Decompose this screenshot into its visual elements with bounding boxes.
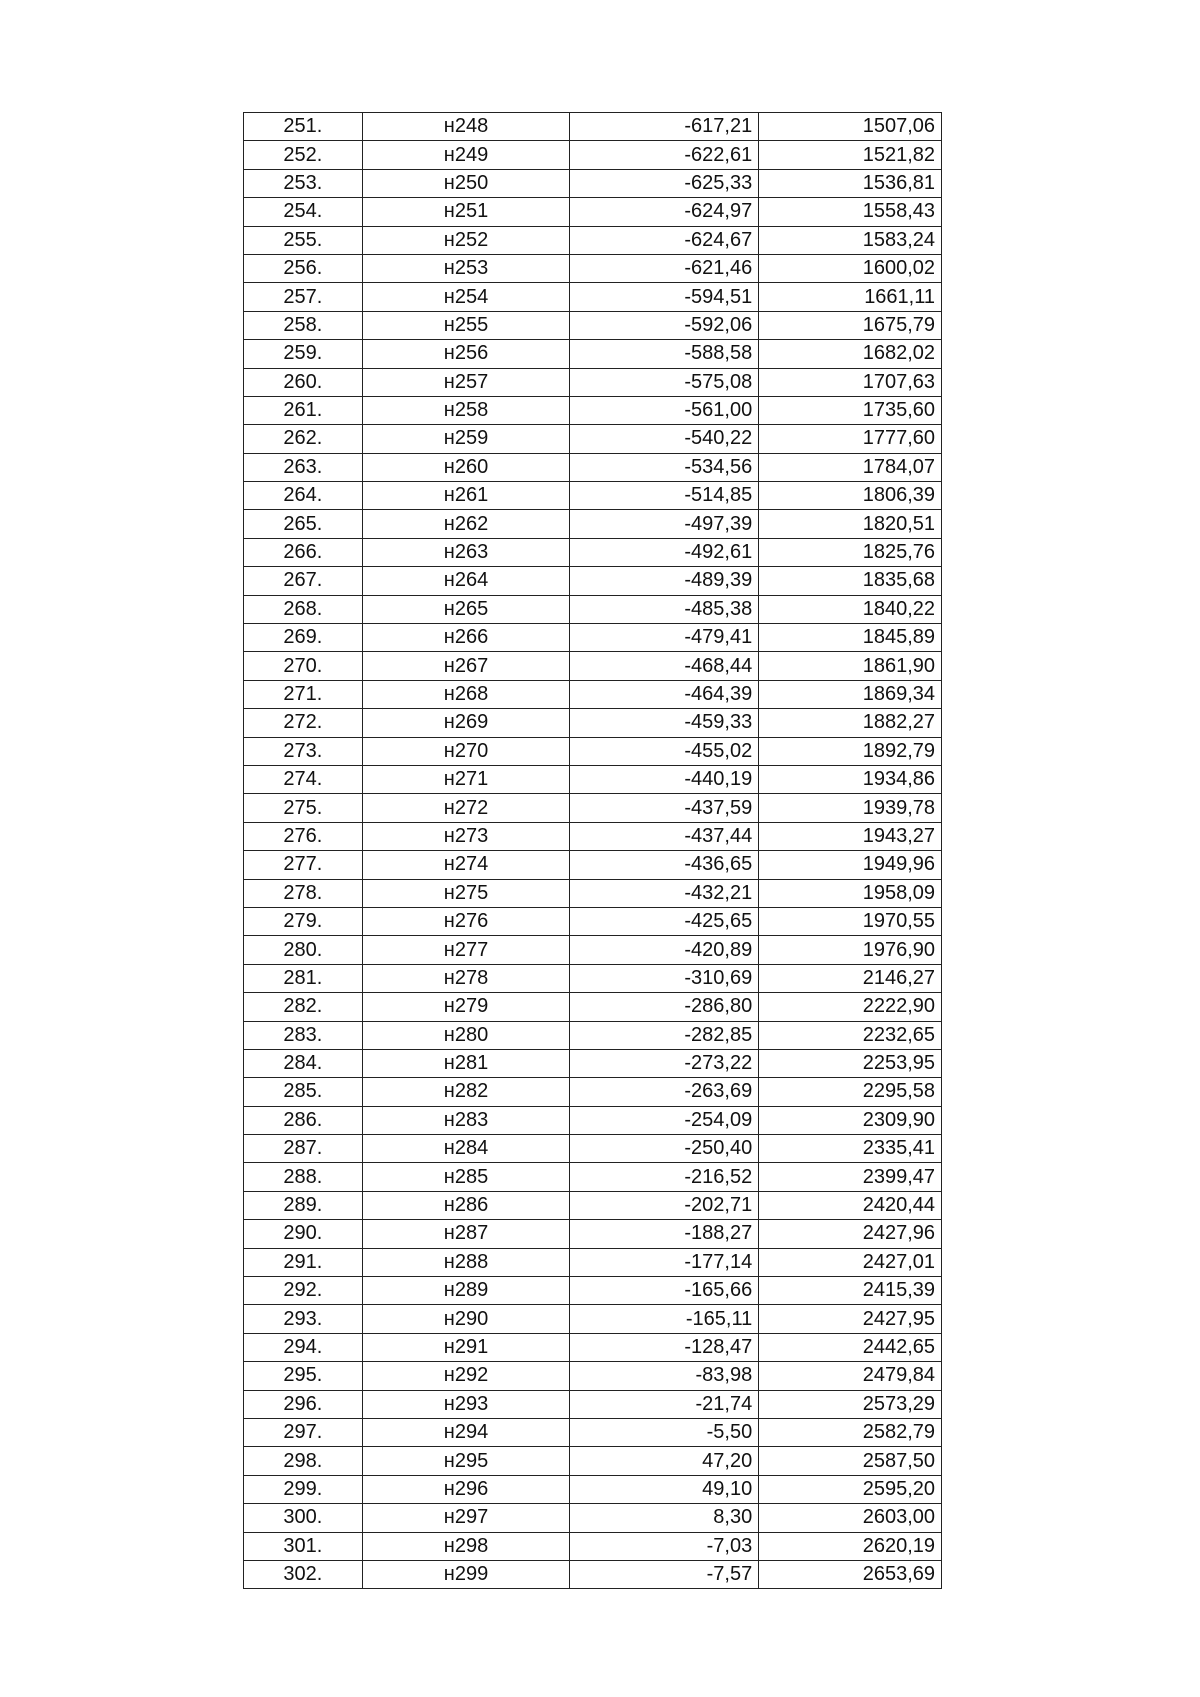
point-name-cell: н250 bbox=[362, 169, 570, 197]
point-name-cell: н281 bbox=[362, 1049, 570, 1077]
row-number-cell: 262. bbox=[244, 425, 363, 453]
table-row bbox=[244, 765, 942, 793]
point-name-cell: н269 bbox=[362, 709, 570, 737]
row-number-cell: 281. bbox=[244, 964, 363, 992]
row-number-cell: 282. bbox=[244, 993, 363, 1021]
table-row bbox=[244, 453, 942, 481]
x-coordinate-cell: -540,22 bbox=[570, 425, 759, 453]
y-coordinate-cell: 1806,39 bbox=[759, 482, 942, 510]
point-name-cell: н284 bbox=[362, 1135, 570, 1163]
y-coordinate-cell: 2587,50 bbox=[759, 1447, 942, 1475]
y-coordinate-cell: 1861,90 bbox=[759, 652, 942, 680]
y-coordinate-cell: 2427,96 bbox=[759, 1220, 942, 1248]
point-name-cell: н279 bbox=[362, 993, 570, 1021]
row-number-cell: 276. bbox=[244, 822, 363, 850]
x-coordinate-cell: -588,58 bbox=[570, 340, 759, 368]
point-name-cell: н248 bbox=[362, 113, 570, 141]
table-row bbox=[244, 851, 942, 879]
row-number-cell: 297. bbox=[244, 1418, 363, 1446]
table-row bbox=[244, 1333, 942, 1361]
table-row bbox=[244, 482, 942, 510]
point-name-cell: н291 bbox=[362, 1333, 570, 1361]
point-name-cell: н270 bbox=[362, 737, 570, 765]
x-coordinate-cell: -425,65 bbox=[570, 907, 759, 935]
y-coordinate-cell: 1892,79 bbox=[759, 737, 942, 765]
x-coordinate-cell: -83,98 bbox=[570, 1362, 759, 1390]
y-coordinate-cell: 2653,69 bbox=[759, 1560, 942, 1588]
x-coordinate-cell: -624,97 bbox=[570, 198, 759, 226]
point-name-cell: н287 bbox=[362, 1220, 570, 1248]
point-name-cell: н272 bbox=[362, 794, 570, 822]
x-coordinate-cell: -464,39 bbox=[570, 680, 759, 708]
table-row bbox=[244, 1163, 942, 1191]
row-number-cell: 259. bbox=[244, 340, 363, 368]
table-row bbox=[244, 794, 942, 822]
row-number-cell: 256. bbox=[244, 254, 363, 282]
y-coordinate-cell: 2420,44 bbox=[759, 1191, 942, 1219]
table-row bbox=[244, 879, 942, 907]
table-row bbox=[244, 1106, 942, 1134]
point-name-cell: н268 bbox=[362, 680, 570, 708]
point-name-cell: н285 bbox=[362, 1163, 570, 1191]
point-name-cell: н255 bbox=[362, 311, 570, 339]
x-coordinate-cell: -534,56 bbox=[570, 453, 759, 481]
table-row bbox=[244, 652, 942, 680]
table-row bbox=[244, 510, 942, 538]
table-row bbox=[244, 226, 942, 254]
point-name-cell: н292 bbox=[362, 1362, 570, 1390]
y-coordinate-cell: 1777,60 bbox=[759, 425, 942, 453]
table-row bbox=[244, 1277, 942, 1305]
x-coordinate-cell: -575,08 bbox=[570, 368, 759, 396]
row-number-cell: 288. bbox=[244, 1163, 363, 1191]
y-coordinate-cell: 1958,09 bbox=[759, 879, 942, 907]
coordinate-table bbox=[243, 112, 942, 1589]
row-number-cell: 299. bbox=[244, 1475, 363, 1503]
table-row bbox=[244, 595, 942, 623]
table-row bbox=[244, 1475, 942, 1503]
x-coordinate-cell: -254,09 bbox=[570, 1106, 759, 1134]
row-number-cell: 280. bbox=[244, 936, 363, 964]
row-number-cell: 267. bbox=[244, 567, 363, 595]
y-coordinate-cell: 1943,27 bbox=[759, 822, 942, 850]
x-coordinate-cell: -7,57 bbox=[570, 1560, 759, 1588]
table-row bbox=[244, 822, 942, 850]
point-name-cell: н265 bbox=[362, 595, 570, 623]
point-name-cell: н274 bbox=[362, 851, 570, 879]
point-name-cell: н252 bbox=[362, 226, 570, 254]
point-name-cell: н249 bbox=[362, 141, 570, 169]
table-row bbox=[244, 1049, 942, 1077]
table-row bbox=[244, 680, 942, 708]
table-row bbox=[244, 1447, 942, 1475]
x-coordinate-cell: -594,51 bbox=[570, 283, 759, 311]
y-coordinate-cell: 1784,07 bbox=[759, 453, 942, 481]
x-coordinate-cell: -310,69 bbox=[570, 964, 759, 992]
y-coordinate-cell: 1949,96 bbox=[759, 851, 942, 879]
row-number-cell: 273. bbox=[244, 737, 363, 765]
y-coordinate-cell: 2232,65 bbox=[759, 1021, 942, 1049]
x-coordinate-cell: -177,14 bbox=[570, 1248, 759, 1276]
y-coordinate-cell: 2595,20 bbox=[759, 1475, 942, 1503]
x-coordinate-cell: -617,21 bbox=[570, 113, 759, 141]
table-row bbox=[244, 169, 942, 197]
y-coordinate-cell: 2573,29 bbox=[759, 1390, 942, 1418]
point-name-cell: н275 bbox=[362, 879, 570, 907]
x-coordinate-cell: -621,46 bbox=[570, 254, 759, 282]
table-row bbox=[244, 624, 942, 652]
y-coordinate-cell: 2399,47 bbox=[759, 1163, 942, 1191]
x-coordinate-cell: -263,69 bbox=[570, 1078, 759, 1106]
point-name-cell: н260 bbox=[362, 453, 570, 481]
table-row bbox=[244, 340, 942, 368]
y-coordinate-cell: 1820,51 bbox=[759, 510, 942, 538]
row-number-cell: 296. bbox=[244, 1390, 363, 1418]
x-coordinate-cell: -561,00 bbox=[570, 396, 759, 424]
y-coordinate-cell: 1675,79 bbox=[759, 311, 942, 339]
row-number-cell: 268. bbox=[244, 595, 363, 623]
row-number-cell: 253. bbox=[244, 169, 363, 197]
y-coordinate-cell: 2415,39 bbox=[759, 1277, 942, 1305]
x-coordinate-cell: -432,21 bbox=[570, 879, 759, 907]
table-row bbox=[244, 1560, 942, 1588]
table-row bbox=[244, 1305, 942, 1333]
point-name-cell: н261 bbox=[362, 482, 570, 510]
point-name-cell: н295 bbox=[362, 1447, 570, 1475]
row-number-cell: 270. bbox=[244, 652, 363, 680]
x-coordinate-cell: -282,85 bbox=[570, 1021, 759, 1049]
table-row bbox=[244, 1220, 942, 1248]
row-number-cell: 292. bbox=[244, 1277, 363, 1305]
y-coordinate-cell: 2620,19 bbox=[759, 1532, 942, 1560]
point-name-cell: н264 bbox=[362, 567, 570, 595]
table-row bbox=[244, 283, 942, 311]
row-number-cell: 301. bbox=[244, 1532, 363, 1560]
x-coordinate-cell: -437,59 bbox=[570, 794, 759, 822]
row-number-cell: 283. bbox=[244, 1021, 363, 1049]
row-number-cell: 269. bbox=[244, 624, 363, 652]
point-name-cell: н273 bbox=[362, 822, 570, 850]
row-number-cell: 263. bbox=[244, 453, 363, 481]
table-row bbox=[244, 538, 942, 566]
row-number-cell: 295. bbox=[244, 1362, 363, 1390]
y-coordinate-cell: 2146,27 bbox=[759, 964, 942, 992]
x-coordinate-cell: -497,39 bbox=[570, 510, 759, 538]
row-number-cell: 254. bbox=[244, 198, 363, 226]
row-number-cell: 275. bbox=[244, 794, 363, 822]
x-coordinate-cell: -459,33 bbox=[570, 709, 759, 737]
row-number-cell: 286. bbox=[244, 1106, 363, 1134]
table-row bbox=[244, 1390, 942, 1418]
table-row bbox=[244, 311, 942, 339]
x-coordinate-cell: -624,67 bbox=[570, 226, 759, 254]
table-row bbox=[244, 141, 942, 169]
y-coordinate-cell: 2427,95 bbox=[759, 1305, 942, 1333]
row-number-cell: 265. bbox=[244, 510, 363, 538]
y-coordinate-cell: 1939,78 bbox=[759, 794, 942, 822]
point-name-cell: н254 bbox=[362, 283, 570, 311]
x-coordinate-cell: -455,02 bbox=[570, 737, 759, 765]
y-coordinate-cell: 2442,65 bbox=[759, 1333, 942, 1361]
row-number-cell: 294. bbox=[244, 1333, 363, 1361]
point-name-cell: н296 bbox=[362, 1475, 570, 1503]
point-name-cell: н251 bbox=[362, 198, 570, 226]
y-coordinate-cell: 1583,24 bbox=[759, 226, 942, 254]
y-coordinate-cell: 2479,84 bbox=[759, 1362, 942, 1390]
x-coordinate-cell: -437,44 bbox=[570, 822, 759, 850]
row-number-cell: 300. bbox=[244, 1504, 363, 1532]
y-coordinate-cell: 1840,22 bbox=[759, 595, 942, 623]
table-row bbox=[244, 1532, 942, 1560]
row-number-cell: 258. bbox=[244, 311, 363, 339]
point-name-cell: н297 bbox=[362, 1504, 570, 1532]
point-name-cell: н290 bbox=[362, 1305, 570, 1333]
table-row bbox=[244, 1248, 942, 1276]
table-row bbox=[244, 1504, 942, 1532]
y-coordinate-cell: 1845,89 bbox=[759, 624, 942, 652]
row-number-cell: 264. bbox=[244, 482, 363, 510]
x-coordinate-cell: -468,44 bbox=[570, 652, 759, 680]
x-coordinate-cell: -625,33 bbox=[570, 169, 759, 197]
y-coordinate-cell: 1707,63 bbox=[759, 368, 942, 396]
point-name-cell: н263 bbox=[362, 538, 570, 566]
table-row bbox=[244, 396, 942, 424]
table-row bbox=[244, 368, 942, 396]
table-row bbox=[244, 1418, 942, 1446]
point-name-cell: н266 bbox=[362, 624, 570, 652]
y-coordinate-cell: 1682,02 bbox=[759, 340, 942, 368]
table-row bbox=[244, 907, 942, 935]
x-coordinate-cell: -492,61 bbox=[570, 538, 759, 566]
point-name-cell: н271 bbox=[362, 765, 570, 793]
point-name-cell: н253 bbox=[362, 254, 570, 282]
y-coordinate-cell: 1600,02 bbox=[759, 254, 942, 282]
point-name-cell: н299 bbox=[362, 1560, 570, 1588]
table-row bbox=[244, 1078, 942, 1106]
y-coordinate-cell: 1825,76 bbox=[759, 538, 942, 566]
row-number-cell: 272. bbox=[244, 709, 363, 737]
x-coordinate-cell: -485,38 bbox=[570, 595, 759, 623]
x-coordinate-cell: -592,06 bbox=[570, 311, 759, 339]
point-name-cell: н286 bbox=[362, 1191, 570, 1219]
x-coordinate-cell: -5,50 bbox=[570, 1418, 759, 1446]
table-row bbox=[244, 709, 942, 737]
y-coordinate-cell: 1521,82 bbox=[759, 141, 942, 169]
y-coordinate-cell: 1735,60 bbox=[759, 396, 942, 424]
point-name-cell: н267 bbox=[362, 652, 570, 680]
y-coordinate-cell: 2427,01 bbox=[759, 1248, 942, 1276]
x-coordinate-cell: -622,61 bbox=[570, 141, 759, 169]
x-coordinate-cell: -436,65 bbox=[570, 851, 759, 879]
row-number-cell: 257. bbox=[244, 283, 363, 311]
x-coordinate-cell: 8,30 bbox=[570, 1504, 759, 1532]
point-name-cell: н298 bbox=[362, 1532, 570, 1560]
x-coordinate-cell: -514,85 bbox=[570, 482, 759, 510]
y-coordinate-cell: 2335,41 bbox=[759, 1135, 942, 1163]
row-number-cell: 291. bbox=[244, 1248, 363, 1276]
table-row bbox=[244, 1021, 942, 1049]
y-coordinate-cell: 1934,86 bbox=[759, 765, 942, 793]
y-coordinate-cell: 2222,90 bbox=[759, 993, 942, 1021]
table-row bbox=[244, 113, 942, 141]
point-name-cell: н283 bbox=[362, 1106, 570, 1134]
point-name-cell: н277 bbox=[362, 936, 570, 964]
y-coordinate-cell: 1976,90 bbox=[759, 936, 942, 964]
y-coordinate-cell: 1507,06 bbox=[759, 113, 942, 141]
row-number-cell: 279. bbox=[244, 907, 363, 935]
point-name-cell: н280 bbox=[362, 1021, 570, 1049]
x-coordinate-cell: -7,03 bbox=[570, 1532, 759, 1560]
row-number-cell: 260. bbox=[244, 368, 363, 396]
table-row bbox=[244, 964, 942, 992]
point-name-cell: н258 bbox=[362, 396, 570, 424]
row-number-cell: 266. bbox=[244, 538, 363, 566]
table-row bbox=[244, 425, 942, 453]
row-number-cell: 298. bbox=[244, 1447, 363, 1475]
x-coordinate-cell: -250,40 bbox=[570, 1135, 759, 1163]
row-number-cell: 285. bbox=[244, 1078, 363, 1106]
coordinate-table-page bbox=[243, 112, 942, 1589]
point-name-cell: н262 bbox=[362, 510, 570, 538]
row-number-cell: 278. bbox=[244, 879, 363, 907]
point-name-cell: н289 bbox=[362, 1277, 570, 1305]
table-row bbox=[244, 567, 942, 595]
y-coordinate-cell: 1970,55 bbox=[759, 907, 942, 935]
coordinate-table-body bbox=[244, 113, 942, 1589]
y-coordinate-cell: 1536,81 bbox=[759, 169, 942, 197]
table-row bbox=[244, 737, 942, 765]
row-number-cell: 271. bbox=[244, 680, 363, 708]
y-coordinate-cell: 2582,79 bbox=[759, 1418, 942, 1446]
x-coordinate-cell: -286,80 bbox=[570, 993, 759, 1021]
y-coordinate-cell: 1882,27 bbox=[759, 709, 942, 737]
x-coordinate-cell: 49,10 bbox=[570, 1475, 759, 1503]
row-number-cell: 261. bbox=[244, 396, 363, 424]
point-name-cell: н259 bbox=[362, 425, 570, 453]
table-row bbox=[244, 1191, 942, 1219]
x-coordinate-cell: -128,47 bbox=[570, 1333, 759, 1361]
table-row bbox=[244, 936, 942, 964]
row-number-cell: 274. bbox=[244, 765, 363, 793]
x-coordinate-cell: -188,27 bbox=[570, 1220, 759, 1248]
y-coordinate-cell: 2309,90 bbox=[759, 1106, 942, 1134]
row-number-cell: 293. bbox=[244, 1305, 363, 1333]
table-row bbox=[244, 254, 942, 282]
x-coordinate-cell: 47,20 bbox=[570, 1447, 759, 1475]
table-row bbox=[244, 1135, 942, 1163]
y-coordinate-cell: 2253,95 bbox=[759, 1049, 942, 1077]
row-number-cell: 251. bbox=[244, 113, 363, 141]
point-name-cell: н288 bbox=[362, 1248, 570, 1276]
point-name-cell: н293 bbox=[362, 1390, 570, 1418]
table-row bbox=[244, 198, 942, 226]
x-coordinate-cell: -165,66 bbox=[570, 1277, 759, 1305]
point-name-cell: н294 bbox=[362, 1418, 570, 1446]
x-coordinate-cell: -420,89 bbox=[570, 936, 759, 964]
y-coordinate-cell: 1835,68 bbox=[759, 567, 942, 595]
point-name-cell: н276 bbox=[362, 907, 570, 935]
row-number-cell: 302. bbox=[244, 1560, 363, 1588]
y-coordinate-cell: 1661,11 bbox=[759, 283, 942, 311]
point-name-cell: н257 bbox=[362, 368, 570, 396]
x-coordinate-cell: -479,41 bbox=[570, 624, 759, 652]
table-row bbox=[244, 1362, 942, 1390]
x-coordinate-cell: -165,11 bbox=[570, 1305, 759, 1333]
point-name-cell: н256 bbox=[362, 340, 570, 368]
row-number-cell: 284. bbox=[244, 1049, 363, 1077]
y-coordinate-cell: 2295,58 bbox=[759, 1078, 942, 1106]
row-number-cell: 287. bbox=[244, 1135, 363, 1163]
table-row bbox=[244, 993, 942, 1021]
x-coordinate-cell: -489,39 bbox=[570, 567, 759, 595]
point-name-cell: н282 bbox=[362, 1078, 570, 1106]
x-coordinate-cell: -216,52 bbox=[570, 1163, 759, 1191]
x-coordinate-cell: -440,19 bbox=[570, 765, 759, 793]
row-number-cell: 277. bbox=[244, 851, 363, 879]
x-coordinate-cell: -273,22 bbox=[570, 1049, 759, 1077]
row-number-cell: 290. bbox=[244, 1220, 363, 1248]
x-coordinate-cell: -202,71 bbox=[570, 1191, 759, 1219]
x-coordinate-cell: -21,74 bbox=[570, 1390, 759, 1418]
row-number-cell: 289. bbox=[244, 1191, 363, 1219]
y-coordinate-cell: 1869,34 bbox=[759, 680, 942, 708]
row-number-cell: 255. bbox=[244, 226, 363, 254]
y-coordinate-cell: 2603,00 bbox=[759, 1504, 942, 1532]
point-name-cell: н278 bbox=[362, 964, 570, 992]
y-coordinate-cell: 1558,43 bbox=[759, 198, 942, 226]
row-number-cell: 252. bbox=[244, 141, 363, 169]
